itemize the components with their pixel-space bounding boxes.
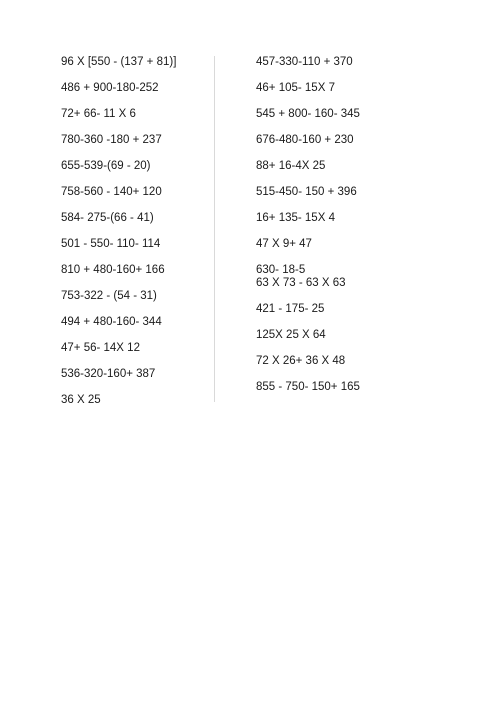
expression-right-5: 88+ 16-4X 25 — [256, 160, 326, 172]
expression-left-12: 47+ 56- 14X 12 — [61, 342, 140, 354]
expression-right-3: 545 + 800- 160- 345 — [256, 108, 360, 120]
expression-right-13: 72 X 26+ 36 X 48 — [256, 355, 346, 367]
expression-right-1: 457-330-110 + 370 — [256, 56, 353, 68]
right-column — [256, 56, 456, 407]
expression-right-12: 125X 25 X 64 — [256, 329, 326, 341]
expression-left-8: 501 - 550- 110- 114 — [61, 238, 161, 250]
expression-left-11: 494 + 480-160- 344 — [61, 316, 162, 328]
expression-left-2: 486 + 900-180-252 — [61, 82, 159, 94]
expression-left-3: 72+ 66- 11 X 6 — [61, 108, 136, 120]
expression-right-4: 676-480-160 + 230 — [256, 134, 354, 146]
expression-right-11: 421 - 175- 25 — [256, 303, 325, 315]
expression-left-14: 36 X 25 — [61, 394, 101, 406]
expression-right-8: 47 X 9+ 47 — [256, 238, 312, 250]
expression-left-1: 96 X [550 - (137 + 81)] — [61, 56, 177, 68]
expression-left-9: 810 + 480-160+ 166 — [61, 264, 165, 276]
left-column — [61, 56, 211, 420]
expression-left-7: 584- 275-(66 - 41) — [61, 212, 154, 224]
expression-right-9: 630- 18-5 — [256, 264, 306, 276]
expression-right-10: 63 X 73 - 63 X 63 — [256, 277, 346, 289]
expression-left-6: 758-560 - 140+ 120 — [61, 186, 162, 198]
expression-right-6: 515-450- 150 + 396 — [256, 186, 357, 198]
expression-right-2: 46+ 105- 15X 7 — [256, 82, 335, 94]
column-divider — [214, 56, 215, 402]
expression-left-5: 655-539-(69 - 20) — [61, 160, 151, 172]
expression-right-7: 16+ 135- 15X 4 — [256, 212, 335, 224]
expression-left-13: 536-320-160+ 387 — [61, 368, 156, 380]
expression-left-4: 780-360 -180 + 237 — [61, 134, 162, 146]
expression-right-14: 855 - 750- 150+ 165 — [256, 381, 360, 393]
expression-left-10: 753-322 - (54 - 31) — [61, 290, 157, 302]
